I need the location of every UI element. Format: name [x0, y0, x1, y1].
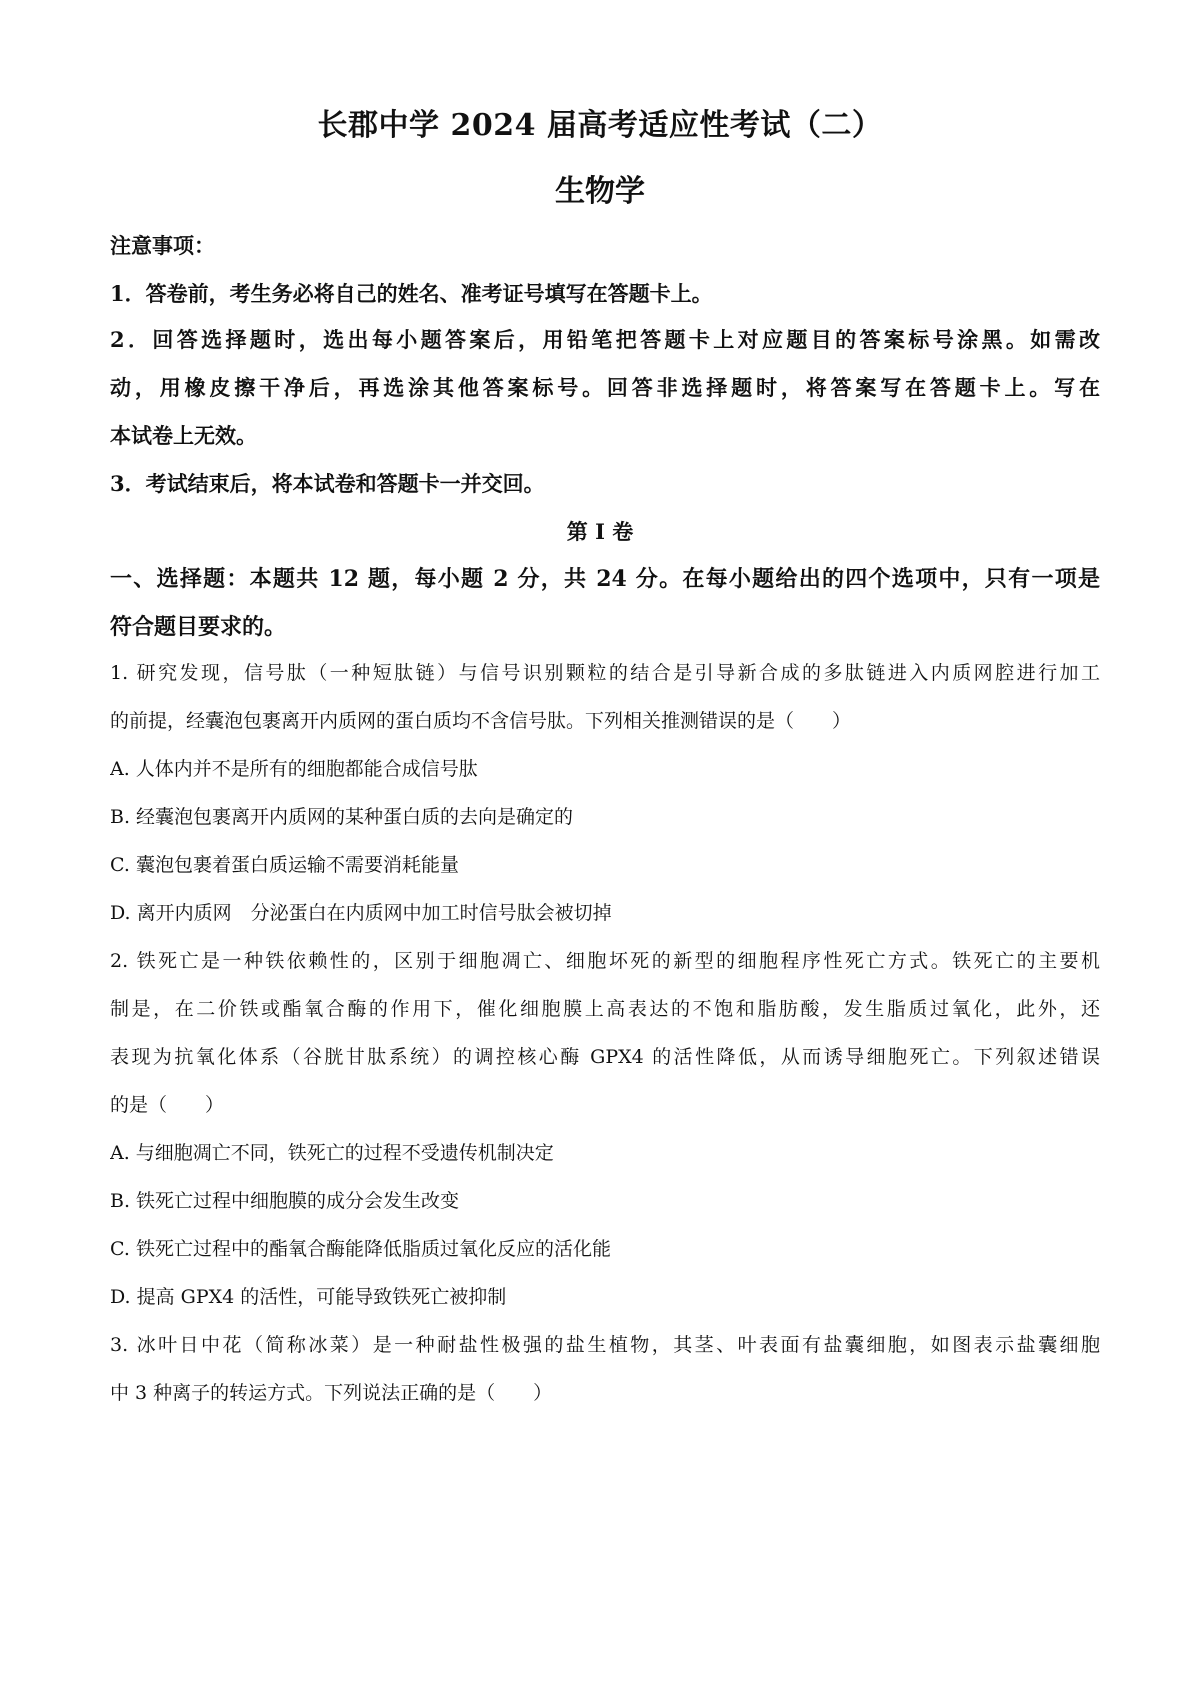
q3-stem-line-2: 中 3 种离子的转运方式。下列说法正确的是（ ）: [110, 1382, 553, 1404]
notice-item-2-line-2: 动，用橡皮擦干净后，再选涂其他答案标号。回答非选择题时，将答案写在答题卡上。写在: [110, 375, 1100, 400]
section-1-heading-line-2: 符合题目要求的。: [110, 614, 287, 640]
q1-option-d: D. 离开内质网 分泌蛋白在内质网中加工时信号肽会被切掉: [110, 902, 612, 924]
q2-option-b: B. 铁死亡过程中细胞膜的成分会发生改变: [110, 1190, 460, 1212]
notice-item-2-line-3: 本试卷上无效。: [110, 423, 257, 448]
notice-heading: 注意事项：: [110, 233, 215, 258]
q2-stem-line-3: 表现为抗氧化体系（谷胱甘肽系统）的调控核心酶 GPX4 的活性降低，从而诱导细胞死亡。下列叙述错误: [110, 1046, 1100, 1068]
notice-item-3: 3．考试结束后，将本试卷和答题卡一并交回。: [110, 471, 545, 496]
q2-stem-line-1: 2. 铁死亡是一种铁依赖性的，区别于细胞凋亡、细胞坏死的新型的细胞程序性死亡方式。铁死亡的主要机: [110, 950, 1100, 972]
q2-stem-line-2: 制是，在二价铁或酯氧合酶的作用下，催化细胞膜上高表达的不饱和脂肪酸，发生脂质过氧化，此外，还: [110, 998, 1100, 1020]
exam-title: 长郡中学 2024 届高考适应性考试（二）: [317, 108, 883, 143]
q2-option-d: D. 提高 GPX4 的活性，可能导致铁死亡被抑制: [110, 1286, 507, 1308]
q1-option-a: A. 人体内并不是所有的细胞都能合成信号肽: [110, 758, 478, 780]
q2-stem-line-4: 的是（ ）: [110, 1094, 225, 1116]
notice-item-2-line-1: 2．回答选择题时，选出每小题答案后，用铅笔把答题卡上对应题目的答案标号涂黑。如需改: [110, 327, 1100, 352]
subject-title: 生物学: [555, 174, 645, 209]
volume-heading: 第 I 卷: [566, 519, 634, 544]
q2-option-c: C. 铁死亡过程中的酯氧合酶能降低脂质过氧化反应的活化能: [110, 1238, 611, 1260]
q2-option-a: A. 与细胞凋亡不同，铁死亡的过程不受遗传机制决定: [110, 1142, 554, 1164]
q1-stem-line-2: 的前提，经囊泡包裹离开内质网的蛋白质均不含信号肽。下列相关推测错误的是（ ）: [110, 710, 852, 732]
q1-stem-line-1: 1. 研究发现，信号肽（一种短肽链）与信号识别颗粒的结合是引导新合成的多肽链进入内质网腔进行加工: [110, 662, 1100, 684]
notice-item-1: 1．答卷前，考生务必将自己的姓名、准考证号填写在答题卡上。: [110, 281, 713, 306]
q1-option-c: C. 囊泡包裹着蛋白质运输不需要消耗能量: [110, 854, 459, 876]
q3-stem-line-1: 3. 冰叶日中花（简称冰菜）是一种耐盐性极强的盐生植物，其茎、叶表面有盐囊细胞，如图表示盐囊细胞: [110, 1334, 1100, 1356]
q1-option-b: B. 经囊泡包裹离开内质网的某种蛋白质的去向是确定的: [110, 806, 574, 828]
section-1-heading-line-1: 一、选择题：本题共 12 题，每小题 2 分，共 24 分。在每小题给出的四个选项中，只有一项是: [110, 566, 1100, 592]
